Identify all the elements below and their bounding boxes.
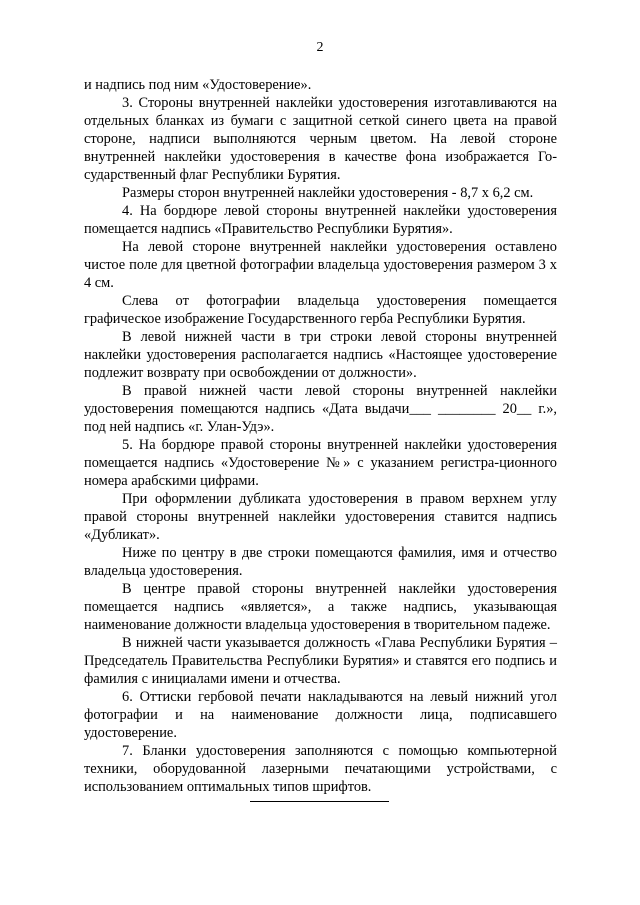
paragraph-item-7: 7. Бланки удостоверения заполняются с помощью компьютерной техники, оборудованной лазерными печатающими устройствами, с использованием оптимальных типов шрифтов. xyxy=(84,743,557,795)
page-number: 2 xyxy=(316,40,324,55)
paragraph-duplicate: При оформлении дубликата удостоверения в правом верхнем углу правой стороны внутренней наклейки удостоверения ставится надпись «Дубликат». xyxy=(84,491,557,543)
paragraph-return-notice: В левой нижней части в три строки левой стороны внутренней наклейки удостоверения располагается надпись «Настоящее удостоверение подлежит возврату при освобождении от должности». xyxy=(84,329,557,381)
paragraph-sizes: Размеры сторон внутренней наклейки удостоверения - 8,7 х 6,2 см. xyxy=(122,185,534,201)
paragraph-coat-of-arms: Слева от фотографии владельца удостоверения помещается графическое изображение Государственного герба Республики Бурятия. xyxy=(84,293,557,327)
paragraph-position: В центре правой стороны внутренней наклейки удостоверения помещается надпись «является», а также надпись, указывающая наименование должности владельца удостоверения в творительном падеже. xyxy=(84,581,557,633)
paragraph-full-name: Ниже по центру в две строки помещаются фамилия, имя и отчество владельца удостоверения. xyxy=(84,545,557,579)
paragraph-photo-field: На левой стороне внутренней наклейки удостоверения оставлено чистое поле для цветной фотографии владельца удостоверения размером 3 х 4 см. xyxy=(84,239,557,291)
end-divider xyxy=(250,801,389,802)
paragraph-continuation: и надпись под ним «Удостоверение». xyxy=(84,77,312,93)
paragraph-item-5: 5. На бордюре правой стороны внутренней наклейки удостоверения помещается надпись «Удостоверение №» с указанием регистра-ционного номера арабскими цифрами. xyxy=(84,437,557,489)
paragraph-issue-date: В правой нижней части левой стороны внутренней наклейки удостоверения помещаются надпись «Дата выдачи___ ________ 20__ г.», под ней надпись «г. Улан-Удэ». xyxy=(84,383,557,435)
paragraph-item-6: 6. Оттиски гербовой печати накладываются на левый нижний угол фотографии и на наименование должности лица, подписавшего удостоверение. xyxy=(84,689,557,741)
paragraph-signature: В нижней части указывается должность «Глава Республики Бурятия – Председатель Правительства Республики Бурятия» и ставятся его подпись и фамилия с инициалами имени и отчества. xyxy=(84,635,557,687)
paragraph-item-3: 3. Стороны внутренней наклейки удостоверения изготавливаются на отдельных бланках из бумаги с защитной сеткой синего цвета на правой стороне, надписи выполняются черным цветом. На левой стороне внутренней наклейки удостоверения в качестве фона изображается Го-сударственный флаг Республики Бурятия. xyxy=(84,95,557,183)
document-body xyxy=(84,76,557,796)
paragraph-item-4: 4. На бордюре левой стороны внутренней наклейки удостоверения помещается надпись «Правительство Республики Бурятия». xyxy=(84,203,557,237)
